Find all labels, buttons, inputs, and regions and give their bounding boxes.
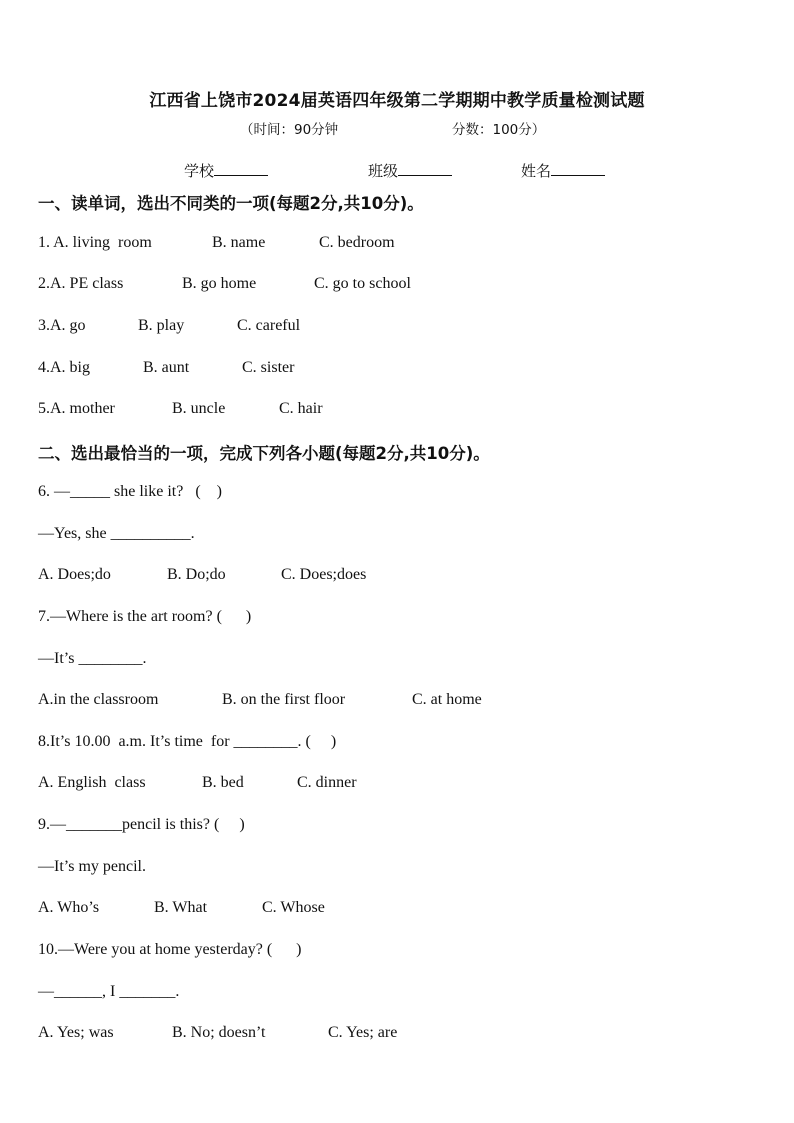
exam-time: （时间：90分钟 (240, 122, 339, 138)
name-label: 姓名 (521, 162, 552, 180)
q10-option-a: A. Yes; was (38, 1024, 114, 1041)
q3-option-c: C. careful (237, 317, 301, 334)
class-label: 班级 (368, 162, 399, 180)
q10-option-c: C. Yes; are (328, 1024, 398, 1041)
exam-score: 分数：100分） (452, 122, 546, 138)
q6-option-a: A. Does;do (38, 566, 111, 583)
school-field (184, 160, 268, 181)
q8-stem: 8.It’s 10.00 a.m. It’s time for ________. ( ) (38, 733, 337, 750)
q7-option-a: A.in the classroom (38, 691, 159, 708)
school-blank[interactable] (214, 161, 268, 176)
q7-option-b: B. on the first floor (222, 691, 346, 708)
name-field (521, 160, 605, 181)
q7-answer-line: —It’s ________. (38, 650, 147, 667)
page-title: 江西省上饶市2024届英语四年级第二学期期中教学质量检测试题 (149, 91, 645, 111)
q4-option-a: 4.A. big (38, 359, 90, 376)
section-2-heading: 二、选出最恰当的一项，完成下列各小题(每题2分,共10分)。 (38, 444, 490, 463)
section-1-heading: 一、读单词，选出不同类的一项(每题2分,共10分)。 (38, 194, 424, 213)
q8-option-c: C. dinner (297, 774, 357, 791)
q7-option-c: C. at home (412, 691, 482, 708)
q9-answer-line: —It’s my pencil. (38, 858, 146, 875)
name-blank[interactable] (551, 161, 605, 176)
q8-option-b: B. bed (202, 774, 244, 791)
q10-stem: 10.—Were you at home yesterday? ( ) (38, 941, 302, 958)
q5-option-b: B. uncle (172, 400, 226, 417)
q6-option-b: B. Do;do (167, 566, 226, 583)
q1-option-c: C. bedroom (319, 234, 395, 251)
q4-option-b: B. aunt (143, 359, 190, 376)
q9-option-a: A. Who’s (38, 899, 100, 916)
q3-option-a: 3.A. go (38, 317, 86, 334)
q2-option-a: 2.A. PE class (38, 275, 124, 292)
q9-option-b: B. What (154, 899, 208, 916)
q1-option-b: B. name (212, 234, 266, 251)
q2-option-b: B. go home (182, 275, 257, 292)
q2-option-c: C. go to school (314, 275, 411, 292)
q4-option-c: C. sister (242, 359, 295, 376)
school-label: 学校 (184, 162, 215, 180)
q5-option-c: C. hair (279, 400, 323, 417)
class-field (368, 160, 452, 181)
q6-answer-line: —Yes, she __________. (38, 525, 195, 542)
q3-option-b: B. play (138, 317, 185, 334)
q10-answer-line: —______, I _______. (38, 983, 180, 1000)
q5-option-a: 5.A. mother (38, 400, 115, 417)
q6-stem: 6. —_____ she like it? ( ) (38, 483, 222, 500)
q6-option-c: C. Does;does (281, 566, 367, 583)
q10-option-b: B. No; doesn’t (172, 1024, 266, 1041)
q9-stem: 9.—_______pencil is this? ( ) (38, 816, 245, 833)
q1-option-a: 1. A. living room (38, 234, 152, 251)
q7-stem: 7.—Where is the art room? ( ) (38, 608, 252, 625)
q9-option-c: C. Whose (262, 899, 325, 916)
q8-option-a: A. English class (38, 774, 146, 791)
class-blank[interactable] (398, 161, 452, 176)
